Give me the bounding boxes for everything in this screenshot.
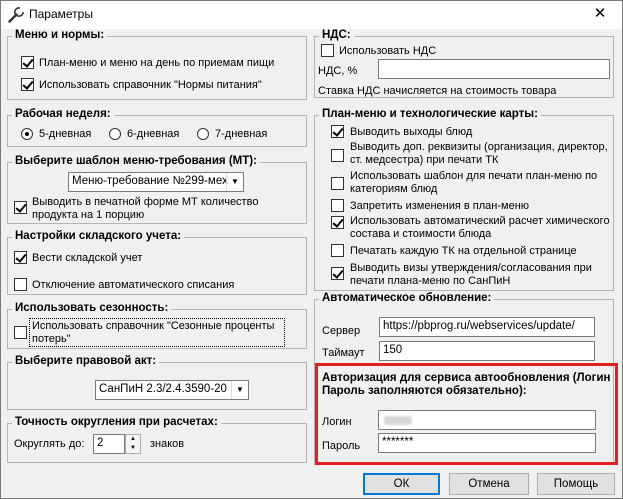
vat-note: Ставка НДС начисляется на стоимость товара [318, 85, 557, 97]
plan-menu-group [314, 108, 614, 291]
title-bar [1, 1, 622, 29]
checkbox-label: Использовать шаблон для печати план-меню по категориям блюд [350, 170, 598, 195]
separate-page-checkbox[interactable] [331, 244, 344, 257]
rounding-spinner[interactable] [125, 434, 141, 454]
auto-chemistry-checkbox[interactable] [331, 216, 344, 229]
group-title: Меню и нормы: [12, 29, 107, 41]
group-title: Рабочая неделя: [12, 108, 114, 120]
forbid-changes-checkbox[interactable] [331, 199, 344, 212]
group-title: Выберите правовой акт: [12, 355, 159, 367]
chevron-down-icon[interactable]: ▼ [226, 173, 243, 191]
checkbox-label: Запретить изменения в план-меню [350, 200, 530, 212]
checkbox-label: Использовать справочник "Нормы питания" [39, 79, 262, 91]
server-label: Сервер [322, 325, 361, 337]
redacted-login [384, 416, 412, 425]
checkbox-label: Использовать автоматический расчет химического состава и стоимости блюда [350, 215, 610, 240]
radio-label: 5-дневная [39, 128, 92, 140]
rounding-input[interactable]: 2 [93, 434, 125, 454]
cancel-button[interactable]: Отмена [449, 473, 529, 495]
password-label: Пароль [322, 440, 361, 452]
nutrition-norms-checkbox[interactable] [21, 78, 34, 91]
seasonal-losses-checkbox[interactable] [14, 326, 27, 339]
menu-norms-group [7, 29, 307, 100]
work-week-group [7, 108, 307, 147]
auto-writeoff-checkbox[interactable] [14, 278, 27, 291]
checkbox-label: Отключение автоматического списания [32, 279, 235, 291]
six-day-radio[interactable] [109, 128, 121, 140]
checkbox-label: Выводить визы утверждения/согласования при печати плана-меню по СанПиН [350, 262, 592, 287]
auth-highlight-box [315, 363, 618, 465]
group-title: Автоматическое обновление: [319, 292, 494, 304]
select-value: СанПиН 2.3/2.4.3590-20 [99, 383, 227, 395]
help-button[interactable]: Помощь [537, 473, 615, 495]
extra-details-checkbox[interactable] [331, 149, 344, 162]
checkbox-label: Использовать НДС [339, 45, 437, 57]
checkbox-label: Печатать каждую ТК на отдельной странице [350, 245, 577, 257]
radio-label: 6-дневная [127, 128, 180, 140]
warehouse-accounting-checkbox[interactable] [14, 251, 27, 264]
use-vat-checkbox[interactable] [321, 44, 334, 57]
spin-down-icon[interactable]: ▼ [130, 445, 136, 451]
checkbox-label: Выводить выходы блюд [350, 126, 473, 138]
group-title: Выберите шаблон меню-требования (МТ): [12, 155, 260, 167]
seven-day-radio[interactable] [197, 128, 209, 140]
checkbox-label: Использовать справочник "Сезонные проценты потерь" [32, 320, 275, 345]
plan-menu-meals-checkbox[interactable] [21, 56, 34, 69]
vat-rate-label: НДС, % [318, 65, 358, 77]
auth-title: Авторизация для сервиса автообновления (Логин Пароль заполняются обязательно): [322, 372, 611, 397]
spin-up-icon[interactable]: ▲ [130, 436, 136, 442]
vat-rate-input[interactable] [378, 59, 610, 79]
mt-template-select[interactable] [68, 172, 244, 192]
select-value: Меню-требование №299-мех [72, 175, 228, 187]
checkbox-label: Вести складской учет [32, 252, 143, 264]
login-label: Логин [322, 416, 352, 428]
checkbox-label: Выводить доп. реквизиты (организация, директор, ст. медсестра) при печати ТК [350, 141, 608, 166]
login-input[interactable] [378, 410, 596, 430]
warehouse-group [7, 230, 307, 295]
group-title: НДС: [319, 29, 354, 41]
five-day-radio[interactable] [21, 128, 33, 140]
close-icon[interactable]: ✕ [593, 5, 607, 22]
mt-template-group [7, 155, 307, 224]
group-title: План-меню и технологические карты: [319, 108, 541, 120]
category-template-checkbox[interactable] [331, 177, 344, 190]
checkbox-label: План-меню и меню на день по приемам пищи [39, 57, 275, 69]
password-input[interactable]: ******* [378, 433, 596, 453]
checkbox-label: Выводить в печатной форме МТ количество продукта на 1 порцию [32, 196, 259, 221]
timeout-input[interactable]: 150 [379, 341, 595, 361]
auto-update-group [314, 292, 614, 465]
approval-visas-checkbox[interactable] [331, 267, 344, 280]
print-qty-checkbox[interactable] [14, 201, 27, 214]
server-input[interactable]: https://pbprog.ru/webservices/update/ [379, 317, 595, 337]
group-title: Точность округления при расчетах: [12, 416, 221, 428]
wrench-icon [7, 6, 25, 24]
window-title: Параметры [29, 7, 93, 21]
seasonality-group [7, 302, 307, 349]
unit-label: знаков [150, 438, 185, 450]
legal-act-group [7, 355, 307, 410]
legal-act-select[interactable] [95, 380, 249, 400]
vat-group [314, 29, 614, 98]
group-title: Использовать сезонность: [12, 302, 171, 314]
group-title: Настройки складского учета: [12, 230, 184, 242]
chevron-down-icon[interactable]: ▼ [231, 381, 248, 399]
ok-button[interactable]: ОК [363, 473, 440, 495]
timeout-label: Таймаут [322, 347, 365, 359]
radio-label: 7-дневная [215, 128, 268, 140]
round-to-label: Округлять до: [14, 438, 85, 450]
output-yields-checkbox[interactable] [331, 125, 344, 138]
rounding-group [7, 416, 307, 463]
